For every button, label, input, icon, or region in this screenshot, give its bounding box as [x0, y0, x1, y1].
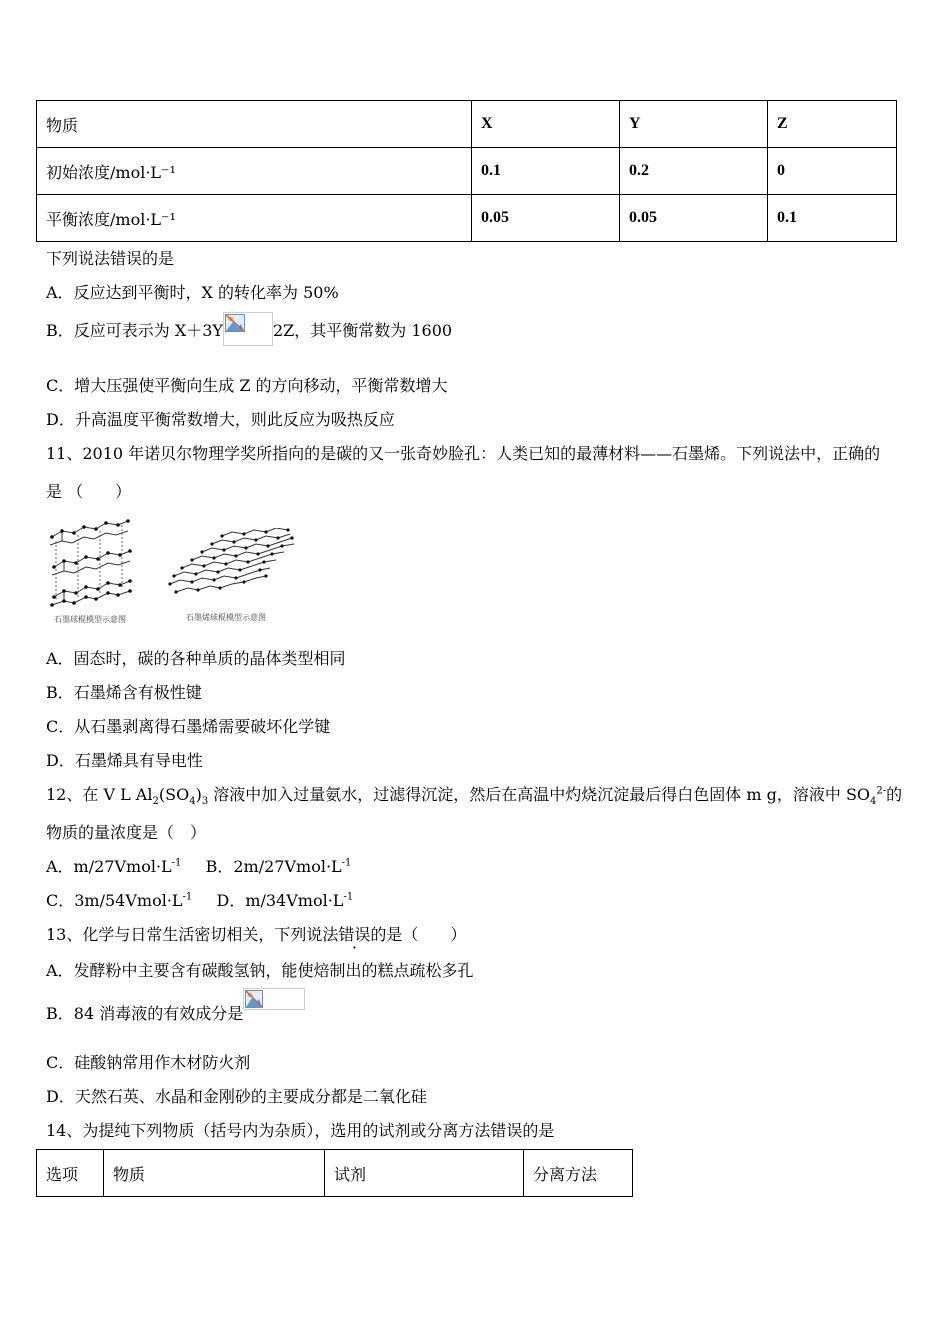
options-ab	[46, 854, 351, 877]
table-cell: 0.2	[620, 148, 768, 195]
superscript: 2-	[876, 785, 887, 797]
graphene-caption: 石墨烯球棍模型示意图	[186, 613, 266, 622]
option-b-text: B．84 消毒液的有效成分是	[46, 1004, 244, 1023]
option-b-text-end: 2Z，其平衡常数为 1600	[272, 320, 453, 340]
table-header-cell: 分离方法	[524, 1150, 633, 1197]
table-cell: 0	[768, 148, 897, 195]
table-cell: 0.1	[472, 148, 620, 195]
graphite-caption: 石墨球棍模型示意图	[54, 615, 126, 624]
question-stem	[46, 922, 466, 945]
option-a: A．发酵粉中主要含有碳酸氢钠，能使焙制出的糕点疏松多孔	[46, 961, 474, 980]
options-cd	[46, 888, 353, 911]
table-header-cell: 物质	[104, 1150, 325, 1197]
subscript: 3	[201, 796, 209, 808]
table-header-cell: Z	[768, 101, 897, 148]
superscript: -1	[182, 891, 193, 903]
option-c: C．增大压强使平衡向生成 Z 的方向移动，平衡常数增大	[46, 376, 448, 395]
table-header-cell: 试剂	[325, 1150, 524, 1197]
option-b	[46, 312, 452, 346]
formula-image-icon	[243, 988, 305, 1010]
question-stem-line2: 物质的量浓度是（ ）	[46, 823, 207, 842]
question-stem-line2: 是 （ ）	[46, 482, 132, 501]
table-header-row	[37, 1150, 633, 1197]
subscript: 4	[189, 796, 196, 808]
stem-part: (SO	[158, 785, 190, 804]
graphene-model-figure	[168, 528, 300, 598]
option-b: B．石墨烯含有极性键	[46, 683, 202, 702]
stem-part: 的	[886, 785, 903, 804]
option-d: D．升高温度平衡常数增大，则此反应为吸热反应	[46, 410, 395, 429]
superscript: -1	[171, 857, 182, 869]
option-c: C．3m/54Vmol·L	[46, 891, 183, 910]
stem-part: 12、在 V L Al	[46, 785, 153, 804]
superscript: -1	[343, 891, 354, 903]
graphite-model-figure	[44, 515, 142, 615]
option-c: C．从石墨剥离得石墨烯需要破坏化学键	[46, 717, 331, 736]
stem-part: 的是（ ）	[370, 925, 467, 944]
table-row	[37, 148, 897, 195]
option-a: A．m/27Vmol·L	[46, 857, 172, 876]
concentration-table	[36, 100, 897, 242]
subscript: 4	[870, 796, 877, 808]
table-row-label: 初始浓度/mol·L⁻¹	[37, 148, 472, 195]
equilibrium-arrow-image-icon	[223, 312, 273, 346]
table-cell: 0.05	[472, 195, 620, 242]
option-a: A．固态时，碳的各种单质的晶体类型相同	[46, 649, 346, 668]
table-header-cell: Y	[620, 101, 768, 148]
option-c: C．硅酸钠常用作木材防火剂	[46, 1053, 251, 1072]
question-stem-line1: 11、2010 年诺贝尔物理学奖所指向的是碳的又一张奇妙脸孔：人类已知的最薄材料——石墨烯。下列说法中，正确的	[46, 444, 881, 463]
stem-part: 13、化学与日常生活密切相关，下列说法	[46, 925, 339, 944]
emphasized-word: 错误	[338, 925, 371, 944]
superscript: -1	[341, 857, 352, 869]
option-b	[46, 988, 305, 1032]
stem-part: 溶液中加入过量氨水，过滤得沉淀，然后在高温中灼烧沉淀最后得白色固体 m g，溶液中 SO	[208, 785, 871, 804]
purification-table	[36, 1149, 633, 1197]
question-stem: 14、为提纯下列物质（括号内为杂质），选用的试剂或分离方法错误的是	[46, 1121, 555, 1140]
subscript: 2	[152, 796, 159, 808]
table-header-cell: 物质	[37, 101, 472, 148]
option-d: D．天然石英、水晶和金刚砂的主要成分都是二氧化硅	[46, 1087, 427, 1106]
option-b: B．2m/27Vmol·L	[205, 857, 342, 876]
option-a: A．反应达到平衡时，X 的转化率为 50%	[46, 283, 339, 302]
table-row-label: 平衡浓度/mol·L⁻¹	[37, 195, 472, 242]
table-header-cell: 选项	[37, 1150, 104, 1197]
table-cell: 0.05	[620, 195, 768, 242]
table-header-row	[37, 101, 897, 148]
table-header-cell: X	[472, 101, 620, 148]
table-cell: 0.1	[768, 195, 897, 242]
option-d: D．m/34Vmol·L	[216, 891, 344, 910]
option-b-text-start: B．反应可表示为 X＋3Y	[46, 320, 223, 340]
table-row	[37, 195, 897, 242]
stem-part: )	[195, 785, 202, 804]
option-d: D．石墨烯具有导电性	[46, 751, 203, 770]
question-stem-line1	[46, 782, 902, 807]
question-stem: 下列说法错误的是	[46, 249, 175, 268]
